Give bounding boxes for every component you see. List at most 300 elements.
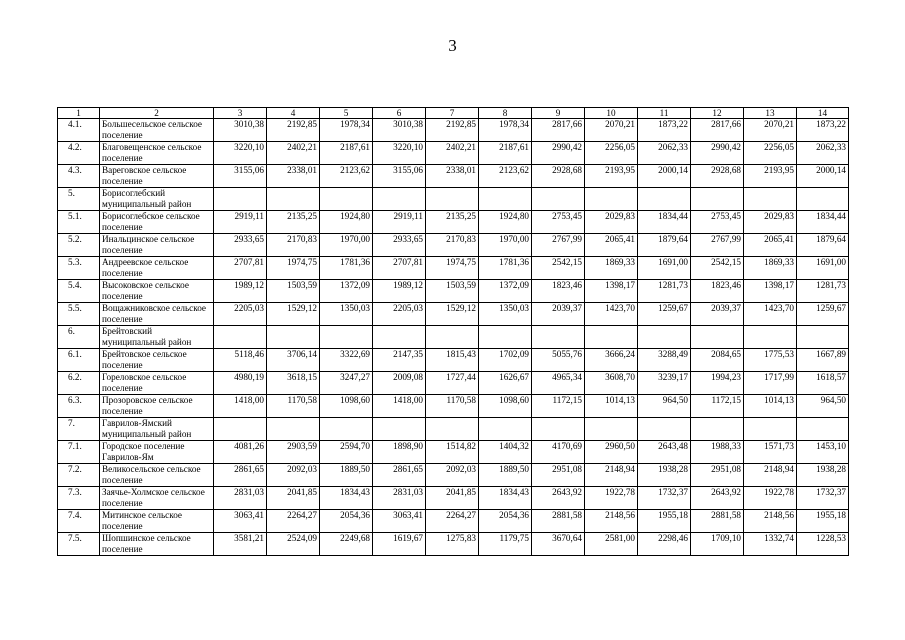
value-cell: 2084,65: [691, 349, 744, 372]
value-cell: 1372,09: [479, 280, 532, 303]
row-index: 5.1.: [58, 211, 100, 234]
value-cell: 1879,64: [638, 234, 691, 257]
value-cell: [426, 418, 479, 441]
value-cell: 2264,27: [267, 510, 320, 533]
value-cell: [373, 418, 426, 441]
value-cell: [320, 188, 373, 211]
value-cell: 1275,83: [426, 533, 479, 556]
value-cell: 2817,66: [532, 119, 585, 142]
value-cell: 1834,43: [479, 487, 532, 510]
value-cell: 1994,23: [691, 372, 744, 395]
value-cell: 3063,41: [214, 510, 267, 533]
value-cell: 1732,37: [797, 487, 849, 510]
settlement-name: Андреевское сельское поселение: [100, 257, 214, 280]
value-cell: 2123,62: [479, 165, 532, 188]
row-index: 5.: [58, 188, 100, 211]
row-index: 4.1.: [58, 119, 100, 142]
value-cell: 1514,82: [426, 441, 479, 464]
settlement-name: Инальцинское сельское поселение: [100, 234, 214, 257]
value-cell: 2123,62: [320, 165, 373, 188]
value-cell: 2338,01: [426, 165, 479, 188]
value-cell: 1834,44: [638, 211, 691, 234]
value-cell: 1372,09: [320, 280, 373, 303]
value-cell: 2256,05: [585, 142, 638, 165]
value-cell: 2960,50: [585, 441, 638, 464]
header-row: [58, 108, 849, 119]
value-cell: 2000,14: [797, 165, 849, 188]
value-cell: 1974,75: [426, 257, 479, 280]
column-header: 11: [638, 108, 691, 119]
value-cell: [320, 326, 373, 349]
value-cell: 2817,66: [691, 119, 744, 142]
page-number: 3: [448, 36, 457, 55]
settlement-name: Гаврилов-Ямский муниципальный район: [100, 418, 214, 441]
value-cell: 3618,15: [267, 372, 320, 395]
value-cell: [638, 418, 691, 441]
value-cell: 3010,38: [214, 119, 267, 142]
settlement-name: Вареговское сельское поселение: [100, 165, 214, 188]
value-cell: 3706,14: [267, 349, 320, 372]
value-cell: 4170,69: [532, 441, 585, 464]
settlement-name: Брейтовский муниципальный район: [100, 326, 214, 349]
value-cell: 1873,22: [797, 119, 849, 142]
value-cell: 2039,37: [532, 303, 585, 326]
value-cell: 1281,73: [638, 280, 691, 303]
column-header: 5: [320, 108, 373, 119]
value-cell: 2187,61: [479, 142, 532, 165]
value-cell: 2707,81: [373, 257, 426, 280]
table-row: [58, 211, 849, 234]
value-cell: 2861,65: [373, 464, 426, 487]
table-row: [58, 441, 849, 464]
column-header: 1: [58, 108, 100, 119]
settlement-name: Высоковское сельское поселение: [100, 280, 214, 303]
value-cell: 3155,06: [373, 165, 426, 188]
value-cell: 2192,85: [267, 119, 320, 142]
value-cell: [373, 188, 426, 211]
value-cell: 2205,03: [214, 303, 267, 326]
value-cell: 2707,81: [214, 257, 267, 280]
value-cell: [479, 188, 532, 211]
value-cell: 2542,15: [532, 257, 585, 280]
value-cell: 1503,59: [426, 280, 479, 303]
value-cell: 1172,15: [532, 395, 585, 418]
value-cell: 2135,25: [426, 211, 479, 234]
row-index: 6.1.: [58, 349, 100, 372]
settlement-name: Великосельское сельское поселение: [100, 464, 214, 487]
value-cell: 2919,11: [373, 211, 426, 234]
value-cell: 2928,68: [691, 165, 744, 188]
value-cell: 1869,33: [585, 257, 638, 280]
value-cell: 1970,00: [479, 234, 532, 257]
row-index: 7.1.: [58, 441, 100, 464]
row-index: 6.2.: [58, 372, 100, 395]
value-cell: 3608,70: [585, 372, 638, 395]
value-cell: 2881,58: [532, 510, 585, 533]
settlement-name: Митинское сельское поселение: [100, 510, 214, 533]
value-cell: 3666,24: [585, 349, 638, 372]
value-cell: [532, 188, 585, 211]
value-cell: [267, 188, 320, 211]
value-cell: 1014,13: [585, 395, 638, 418]
value-cell: 2903,59: [267, 441, 320, 464]
row-index: 7.2.: [58, 464, 100, 487]
row-index: 4.2.: [58, 142, 100, 165]
value-cell: 1398,17: [744, 280, 797, 303]
value-cell: 1938,28: [638, 464, 691, 487]
row-index: 4.3.: [58, 165, 100, 188]
value-cell: 1955,18: [797, 510, 849, 533]
value-cell: 2951,08: [532, 464, 585, 487]
value-cell: 1398,17: [585, 280, 638, 303]
value-cell: 2135,25: [267, 211, 320, 234]
column-header: 4: [267, 108, 320, 119]
value-cell: 1423,70: [585, 303, 638, 326]
row-index: 6.: [58, 326, 100, 349]
value-cell: 3288,49: [638, 349, 691, 372]
value-cell: 3220,10: [214, 142, 267, 165]
settlement-name: Борисоглебское сельское поселение: [100, 211, 214, 234]
value-cell: 2000,14: [638, 165, 691, 188]
value-cell: [479, 418, 532, 441]
value-cell: 1922,78: [585, 487, 638, 510]
value-cell: 2256,05: [744, 142, 797, 165]
value-cell: 2039,37: [691, 303, 744, 326]
table-row: [58, 142, 849, 165]
value-cell: 2092,03: [267, 464, 320, 487]
value-cell: 1350,03: [320, 303, 373, 326]
row-index: 6.3.: [58, 395, 100, 418]
value-cell: 2767,99: [691, 234, 744, 257]
value-cell: 3155,06: [214, 165, 267, 188]
value-cell: 1529,12: [267, 303, 320, 326]
value-cell: 1172,15: [691, 395, 744, 418]
column-header: 12: [691, 108, 744, 119]
value-cell: [267, 326, 320, 349]
value-cell: 3010,38: [373, 119, 426, 142]
table-row: [58, 487, 849, 510]
value-cell: 1529,12: [426, 303, 479, 326]
value-cell: 2753,45: [691, 211, 744, 234]
value-cell: 2187,61: [320, 142, 373, 165]
value-cell: 5055,76: [532, 349, 585, 372]
value-cell: 2919,11: [214, 211, 267, 234]
value-cell: 2933,65: [373, 234, 426, 257]
column-header: 2: [100, 108, 214, 119]
value-cell: 1170,58: [426, 395, 479, 418]
value-cell: 1823,46: [532, 280, 585, 303]
table-row: [58, 510, 849, 533]
value-cell: 2092,03: [426, 464, 479, 487]
value-cell: 1781,36: [320, 257, 373, 280]
value-cell: 2193,95: [744, 165, 797, 188]
table-row: [58, 165, 849, 188]
value-cell: 1978,34: [320, 119, 373, 142]
value-cell: [744, 326, 797, 349]
value-cell: [797, 326, 849, 349]
row-index: 5.4.: [58, 280, 100, 303]
value-cell: [214, 188, 267, 211]
value-cell: [585, 188, 638, 211]
value-cell: [797, 418, 849, 441]
table-row: [58, 188, 849, 211]
value-cell: 2148,56: [744, 510, 797, 533]
table-row: [58, 280, 849, 303]
value-cell: [744, 188, 797, 211]
value-cell: 1332,74: [744, 533, 797, 556]
value-cell: 2933,65: [214, 234, 267, 257]
value-cell: 2643,48: [638, 441, 691, 464]
value-cell: 2065,41: [744, 234, 797, 257]
settlement-name: Благовещенское сельское поселение: [100, 142, 214, 165]
value-cell: 1823,46: [691, 280, 744, 303]
settlement-name: Прозоровское сельское поселение: [100, 395, 214, 418]
column-header: 10: [585, 108, 638, 119]
value-cell: 1732,37: [638, 487, 691, 510]
value-cell: [214, 326, 267, 349]
value-cell: [638, 326, 691, 349]
value-cell: 1869,33: [744, 257, 797, 280]
value-cell: 2029,83: [744, 211, 797, 234]
value-cell: 1350,03: [479, 303, 532, 326]
value-cell: 3322,69: [320, 349, 373, 372]
settlement-name: Брейтовское сельское поселение: [100, 349, 214, 372]
value-cell: [532, 326, 585, 349]
value-cell: 2148,94: [744, 464, 797, 487]
value-cell: 1727,44: [426, 372, 479, 395]
value-cell: 1667,89: [797, 349, 849, 372]
value-cell: 1418,00: [214, 395, 267, 418]
table-row: [58, 326, 849, 349]
table-row: [58, 418, 849, 441]
value-cell: 2643,92: [691, 487, 744, 510]
value-cell: 2070,21: [585, 119, 638, 142]
value-cell: 2594,70: [320, 441, 373, 464]
value-cell: 2338,01: [267, 165, 320, 188]
value-cell: [691, 188, 744, 211]
value-cell: 2148,94: [585, 464, 638, 487]
value-cell: 2581,00: [585, 533, 638, 556]
column-header: 3: [214, 108, 267, 119]
row-index: 7.3.: [58, 487, 100, 510]
value-cell: 1898,90: [373, 441, 426, 464]
value-cell: 2831,03: [214, 487, 267, 510]
value-cell: 2065,41: [585, 234, 638, 257]
tariff-table: [57, 107, 849, 556]
table-row: [58, 119, 849, 142]
value-cell: 1889,50: [320, 464, 373, 487]
value-cell: 2148,56: [585, 510, 638, 533]
table-header: [58, 108, 849, 119]
value-cell: [479, 326, 532, 349]
settlement-name: Гореловское сельское поселение: [100, 372, 214, 395]
value-cell: 2402,21: [426, 142, 479, 165]
table-row: [58, 372, 849, 395]
value-cell: 1098,60: [320, 395, 373, 418]
row-index: 7.5.: [58, 533, 100, 556]
value-cell: 1717,99: [744, 372, 797, 395]
value-cell: 5118,46: [214, 349, 267, 372]
value-cell: [320, 418, 373, 441]
settlement-name: Борисоглебский муниципальный район: [100, 188, 214, 211]
value-cell: 1873,22: [638, 119, 691, 142]
value-cell: 2861,65: [214, 464, 267, 487]
value-cell: 2249,68: [320, 533, 373, 556]
value-cell: 2054,36: [320, 510, 373, 533]
table-row: [58, 303, 849, 326]
value-cell: 2264,27: [426, 510, 479, 533]
value-cell: 1259,67: [797, 303, 849, 326]
column-header: 8: [479, 108, 532, 119]
value-cell: 1815,43: [426, 349, 479, 372]
value-cell: 1978,34: [479, 119, 532, 142]
value-cell: 1989,12: [373, 280, 426, 303]
value-cell: [585, 326, 638, 349]
value-cell: 1014,13: [744, 395, 797, 418]
value-cell: 2542,15: [691, 257, 744, 280]
value-cell: 3670,64: [532, 533, 585, 556]
value-cell: 4980,19: [214, 372, 267, 395]
value-cell: 1922,78: [744, 487, 797, 510]
value-cell: 1924,80: [320, 211, 373, 234]
value-cell: [426, 326, 479, 349]
value-cell: 2170,83: [426, 234, 479, 257]
settlement-name: Заячье-Холмское сельское поселение: [100, 487, 214, 510]
value-cell: 2767,99: [532, 234, 585, 257]
row-index: 7.: [58, 418, 100, 441]
value-cell: 4965,34: [532, 372, 585, 395]
value-cell: 2193,95: [585, 165, 638, 188]
value-cell: 3063,41: [373, 510, 426, 533]
column-header: 13: [744, 108, 797, 119]
value-cell: [532, 418, 585, 441]
value-cell: 1691,00: [638, 257, 691, 280]
value-cell: 1889,50: [479, 464, 532, 487]
value-cell: [691, 326, 744, 349]
value-cell: 2524,09: [267, 533, 320, 556]
table-row: [58, 533, 849, 556]
value-cell: 2062,33: [638, 142, 691, 165]
table-body: [58, 119, 849, 556]
value-cell: 2062,33: [797, 142, 849, 165]
value-cell: 1938,28: [797, 464, 849, 487]
value-cell: 3247,27: [320, 372, 373, 395]
value-cell: 1179,75: [479, 533, 532, 556]
column-header: 14: [797, 108, 849, 119]
settlement-name: Вощажниковское сельское поселение: [100, 303, 214, 326]
value-cell: 1974,75: [267, 257, 320, 280]
value-cell: 964,50: [797, 395, 849, 418]
value-cell: 1453,10: [797, 441, 849, 464]
value-cell: 1618,57: [797, 372, 849, 395]
row-index: 5.3.: [58, 257, 100, 280]
value-cell: 2041,85: [426, 487, 479, 510]
value-cell: [214, 418, 267, 441]
value-cell: 2298,46: [638, 533, 691, 556]
value-cell: 2643,92: [532, 487, 585, 510]
value-cell: [638, 188, 691, 211]
value-cell: 2205,03: [373, 303, 426, 326]
column-header: 9: [532, 108, 585, 119]
table-row: [58, 464, 849, 487]
value-cell: 2070,21: [744, 119, 797, 142]
value-cell: 2041,85: [267, 487, 320, 510]
value-cell: 1281,73: [797, 280, 849, 303]
row-index: 5.2.: [58, 234, 100, 257]
value-cell: [744, 418, 797, 441]
settlement-name: Шопшинское сельское поселение: [100, 533, 214, 556]
value-cell: 2402,21: [267, 142, 320, 165]
value-cell: 1691,00: [797, 257, 849, 280]
value-cell: 3239,17: [638, 372, 691, 395]
value-cell: 1834,43: [320, 487, 373, 510]
settlement-name: Городское поселение Гаврилов-Ям: [100, 441, 214, 464]
value-cell: 3581,21: [214, 533, 267, 556]
value-cell: 2881,58: [691, 510, 744, 533]
value-cell: 1781,36: [479, 257, 532, 280]
value-cell: 3220,10: [373, 142, 426, 165]
value-cell: 1702,09: [479, 349, 532, 372]
value-cell: 2990,42: [691, 142, 744, 165]
row-index: 5.5.: [58, 303, 100, 326]
column-header: 7: [426, 108, 479, 119]
value-cell: 2753,45: [532, 211, 585, 234]
value-cell: [691, 418, 744, 441]
value-cell: 1228,53: [797, 533, 849, 556]
value-cell: 1259,67: [638, 303, 691, 326]
value-cell: 1503,59: [267, 280, 320, 303]
column-header: 6: [373, 108, 426, 119]
value-cell: 1098,60: [479, 395, 532, 418]
value-cell: [426, 188, 479, 211]
value-cell: 1970,00: [320, 234, 373, 257]
value-cell: 1879,64: [797, 234, 849, 257]
value-cell: 1989,12: [214, 280, 267, 303]
value-cell: 1709,10: [691, 533, 744, 556]
value-cell: 1775,53: [744, 349, 797, 372]
table-row: [58, 234, 849, 257]
table-row: [58, 395, 849, 418]
row-index: 7.4.: [58, 510, 100, 533]
value-cell: 1626,67: [479, 372, 532, 395]
value-cell: 1924,80: [479, 211, 532, 234]
value-cell: 2147,35: [373, 349, 426, 372]
value-cell: 1404,32: [479, 441, 532, 464]
value-cell: 1418,00: [373, 395, 426, 418]
value-cell: [373, 326, 426, 349]
value-cell: 1571,73: [744, 441, 797, 464]
value-cell: 2029,83: [585, 211, 638, 234]
value-cell: 2990,42: [532, 142, 585, 165]
value-cell: 1423,70: [744, 303, 797, 326]
value-cell: 2192,85: [426, 119, 479, 142]
value-cell: [797, 188, 849, 211]
settlement-name: Большесельское сельское поселение: [100, 119, 214, 142]
value-cell: 2170,83: [267, 234, 320, 257]
value-cell: 2054,36: [479, 510, 532, 533]
value-cell: 2831,03: [373, 487, 426, 510]
value-cell: 2009,08: [373, 372, 426, 395]
value-cell: 1834,44: [797, 211, 849, 234]
value-cell: 2928,68: [532, 165, 585, 188]
value-cell: 4081,26: [214, 441, 267, 464]
value-cell: 1619,67: [373, 533, 426, 556]
table-row: [58, 349, 849, 372]
value-cell: 1988,33: [691, 441, 744, 464]
value-cell: 1955,18: [638, 510, 691, 533]
value-cell: 1170,58: [267, 395, 320, 418]
value-cell: [585, 418, 638, 441]
